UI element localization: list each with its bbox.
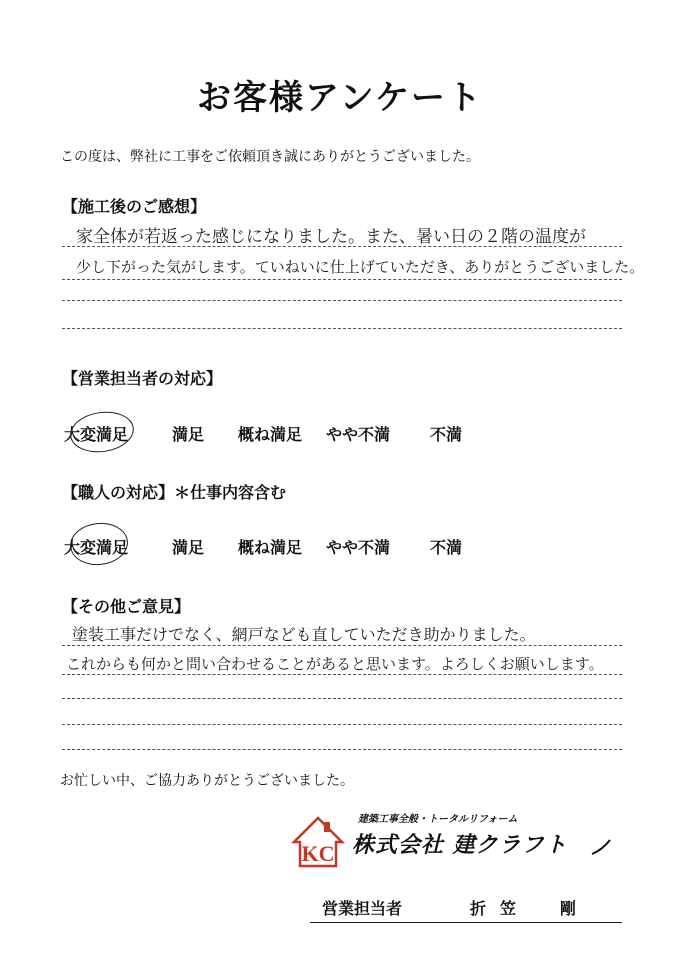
option-very-satisfied: 大変満足 [64, 425, 129, 444]
page-title: お客様アンケート [197, 78, 483, 118]
intro-text: この度は、弊社に工事をご依頼頂き誠にありがとうございました。 [60, 149, 480, 165]
answer-line [62, 724, 622, 725]
craftsman-response-heading: 【職人の対応】＊仕事内容含む [62, 483, 287, 502]
option-somewhat-dissatisfied: やや不満 [326, 538, 391, 557]
representative-name: 折笠 剛 [470, 899, 591, 918]
option-very-satisfied: 大変満足 [64, 538, 129, 557]
option-somewhat-dissatisfied: やや不満 [326, 425, 391, 444]
answer-line [62, 328, 622, 329]
other-heading: 【その他ご意見】 [62, 597, 191, 616]
option-dissatisfied: 不満 [430, 538, 463, 557]
selected-circle [68, 408, 137, 457]
sales-response-heading: 【営業担当者の対応】 [62, 369, 223, 388]
answer-line [62, 246, 622, 247]
impressions-line-2: 少し下がった気がします。ていねいに仕上げていただき、ありがとうございました。 [76, 258, 645, 276]
answer-line [62, 674, 622, 675]
company-tagline: 建築工事全般・トータルリフォーム [358, 814, 518, 825]
company-logo-icon [290, 814, 346, 870]
other-line-2: これからも何かと問い合わせることがあると思います。よろしくお願いします。 [66, 655, 604, 673]
closing-text: お忙しい中、ご協力ありがとうございました。 [60, 773, 354, 789]
impressions-line-1: 家全体が若返った感じになりました。また、暑い日の２階の温度が [76, 227, 586, 247]
answer-line [62, 645, 622, 646]
answer-line [62, 279, 622, 280]
answer-line [62, 300, 622, 301]
option-dissatisfied: 不満 [430, 425, 463, 444]
answer-line [62, 749, 622, 750]
representative-label: 営業担当者 [322, 899, 403, 918]
impressions-heading: 【施工後のご感想】 [62, 197, 207, 216]
option-satisfied: 満足 [172, 425, 205, 444]
option-mostly-satisfied: 概ね満足 [238, 425, 303, 444]
other-line-1: 塗装工事だけでなく、網戸なども直していただき助かりました。 [72, 625, 536, 644]
option-mostly-satisfied: 概ね満足 [238, 538, 303, 557]
answer-line [62, 698, 622, 699]
company-name: 株式会社 建クラフト [352, 833, 568, 858]
signature-line [310, 922, 622, 923]
logo-text: KC [301, 841, 335, 866]
swoosh-icon [590, 838, 612, 856]
option-satisfied: 満足 [172, 538, 205, 557]
selected-circle [68, 520, 130, 568]
